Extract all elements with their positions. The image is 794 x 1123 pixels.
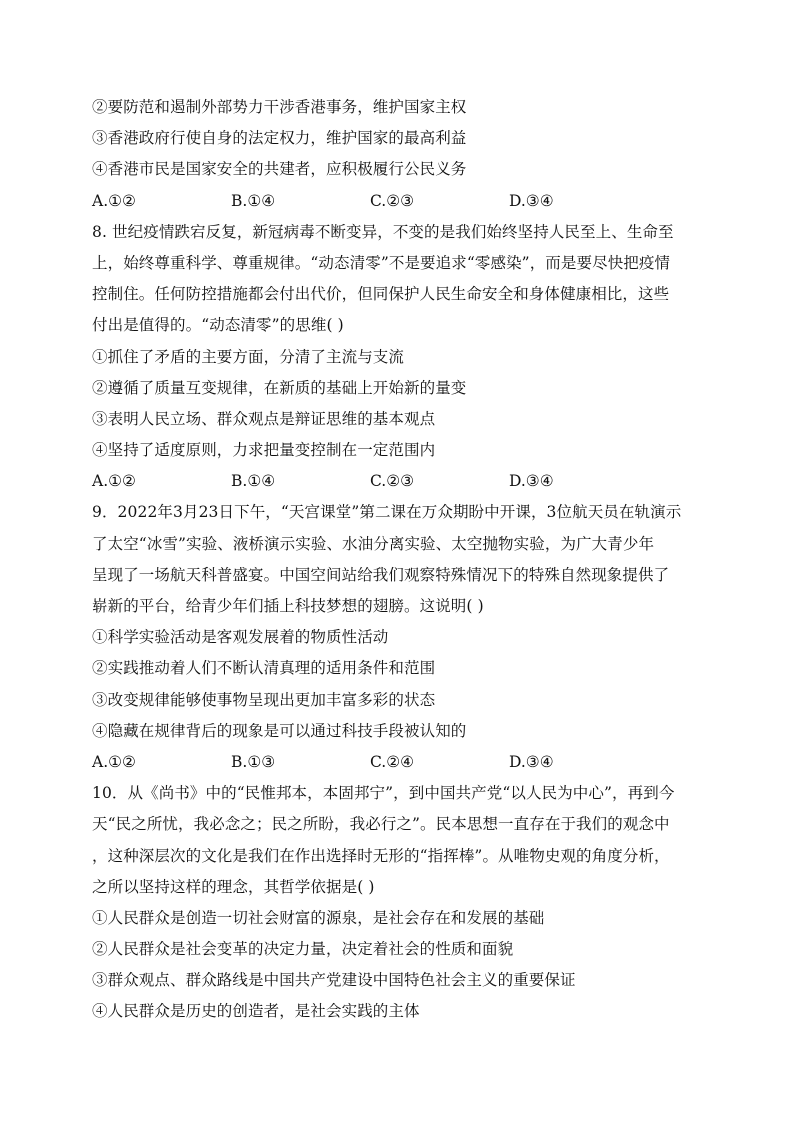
question-9-choices [92,747,722,778]
choice-a: A.①② [92,191,136,210]
choice-c: C.②③ [370,191,415,210]
option-line: ②遵循了质量互变规律，在新质的基础上开始新的量变 [92,378,467,397]
option-line: ④人民群众是历史的创造者，是社会实践的主体 [92,1002,420,1021]
question-8-options [92,342,722,467]
option-line: ②要防范和遏制外部势力干涉香港事务，维护国家主权 [92,98,467,116]
choice-a: A.①② [92,752,136,771]
choice-b: B.①④ [231,191,276,210]
question-8-stem [92,217,722,342]
choice-a: A.①② [92,472,136,491]
option-line: ②实践推动着人们不断认清真理的适用条件和范围 [92,659,436,678]
choice-d: D.③④ [509,472,554,491]
question-7-choices [92,186,722,217]
question-10-stem [92,778,722,903]
stem-line: 付出是值得的。“动态清零”的思维( ) [92,316,344,335]
stem-line: 之所以坚持这样的理念，其哲学依据是( ) [92,877,375,896]
question-8-choices [92,466,722,497]
option-line: ④隐藏在规律背后的现象是可以通过科技手段被认知的 [92,721,467,740]
question-7-options [92,92,722,186]
option-line: ③改变规律能够使事物呈现出更加丰富多彩的状态 [92,690,436,709]
stem-line: 了太空“冰雪”实验、液桥演示实验、水油分离实验、太空抛物实验，为广大青少年 [92,534,655,553]
question-9-options [92,622,722,747]
choice-d: D.③④ [509,752,554,771]
stem-line: 呈现了一场航天科普盛宴。中国空间站给我们观察特殊情况下的特殊自然现象提供了 [92,565,670,584]
choice-b: B.①④ [231,472,276,491]
stem-line: ，这种深层次的文化是我们在作出选择时无形的“指挥棒”。从唯物史观的角度分析， [92,846,670,865]
question-10-options [92,903,722,1028]
stem-line: 崭新的平台，给青少年们插上科技梦想的翅膀。这说明( ) [92,597,484,615]
option-line: ①人民群众是创造一切社会财富的源泉，是社会存在和发展的基础 [92,908,545,927]
exam-page [92,92,722,1028]
question-9-stem [92,497,722,622]
choice-c: C.②④ [370,752,415,771]
option-line: ④香港市民是国家安全的共建者，应积极履行公民义务 [92,160,467,179]
option-line: ③群众观点、群众路线是中国共产党建设中国特色社会主义的重要保证 [92,971,576,990]
option-line: ①科学实验活动是客观发展着的物质性活动 [92,628,389,647]
option-line: ③表明人民立场、群众观点是辩证思维的基本观点 [92,409,436,428]
option-line: ④坚持了适度原则，力求把量变控制在一定范围内 [92,441,436,460]
option-line: ③香港政府行使自身的法定权力，维护国家的最高利益 [92,129,467,148]
choice-c: C.②③ [370,472,415,491]
choice-d: D.③④ [509,191,554,210]
choice-b: B.①③ [231,752,276,771]
stem-line: 9．2022年3月23日下午，“天宫课堂”第二课在万众期盼中开课，3位航天员在轨演示 [92,503,682,522]
stem-line: 10．从《尚书》中的“民惟邦本，本固邦宁”，到中国共产党“以人民为中心”，再到今 [92,784,675,803]
stem-line: 控制住。任何防控措施都会付出代价，但同保护人民生命安全和身体健康相比，这些 [92,285,670,304]
stem-line: 上，始终尊重科学、尊重规律。“动态清零”不是要追求“零感染”，而是要尽快把疫情 [92,253,671,272]
option-line: ①抓住了矛盾的主要方面，分清了主流与支流 [92,347,405,366]
option-line: ②人民群众是社会变革的决定力量，决定着社会的性质和面貌 [92,940,514,959]
stem-line: 8. 世纪疫情跌宕反复，新冠病毒不断变异，不变的是我们始终坚持人民至上、生命至 [92,222,674,241]
stem-line: 天“民之所忧，我必念之；民之所盼，我必行之”。民本思想一直存在于我们的观念中 [92,815,670,834]
